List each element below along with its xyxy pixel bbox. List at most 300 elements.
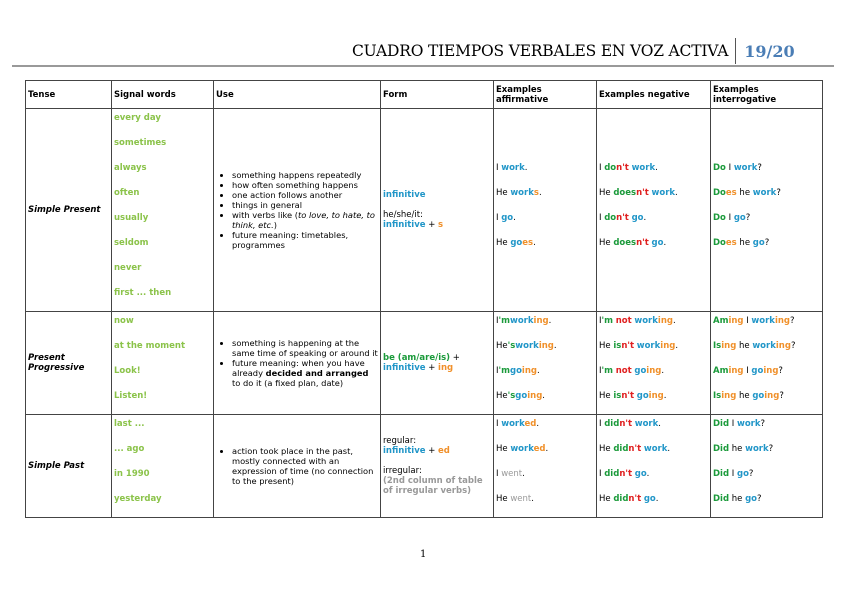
- header-rule: [12, 65, 834, 67]
- verb: work: [634, 316, 658, 326]
- verb: go: [636, 391, 649, 401]
- punctuation: .: [533, 238, 536, 248]
- negation: n't: [636, 188, 649, 198]
- punctuation: .: [524, 163, 528, 173]
- auxiliary: 'm: [498, 316, 510, 326]
- verb: go: [509, 366, 522, 376]
- use-text-bold: decided and arranged: [265, 368, 369, 378]
- punctuation: .: [672, 316, 676, 326]
- verb: go: [643, 494, 656, 504]
- col-header-examples-interrogative: Examples interrogative: [711, 81, 823, 109]
- ending: ed: [533, 444, 546, 454]
- form-infinitive: infinitive: [383, 446, 426, 456]
- ending: ing: [721, 391, 737, 401]
- table-row: [26, 312, 823, 415]
- header-divider: [735, 38, 736, 64]
- negation: n't: [621, 341, 635, 351]
- use-item: • something is happening at the same time of speaking or around it: [232, 338, 378, 358]
- punctuation: .: [548, 316, 552, 326]
- ending: ing: [538, 341, 554, 351]
- page-number: 1: [420, 549, 427, 560]
- form-line: irregular:: [383, 466, 422, 476]
- example-sentence: [599, 185, 708, 210]
- verb: go: [733, 213, 746, 223]
- punctuation: .: [658, 419, 661, 429]
- punctuation: ?: [768, 444, 774, 454]
- example-sentence: [599, 491, 708, 516]
- verb: work: [651, 188, 676, 198]
- ending: ing: [648, 391, 664, 401]
- form-cell: [381, 109, 494, 312]
- punctuation: ?: [757, 494, 762, 504]
- subject: He: [496, 444, 511, 454]
- auxiliary: Am: [713, 366, 729, 376]
- form-line: [383, 190, 491, 200]
- example-sentence: [713, 185, 820, 210]
- examples-affirmative: [494, 415, 597, 518]
- examples-interrogative: [711, 415, 823, 518]
- use-text: with verbs like (: [232, 210, 298, 220]
- verb: go: [745, 494, 758, 504]
- verb: go: [651, 238, 664, 248]
- auxiliary: Did: [713, 419, 730, 429]
- form-line: regular:: [383, 436, 417, 446]
- example-sentence: [713, 210, 820, 235]
- punctuation: ?: [776, 188, 781, 198]
- negation: not: [615, 366, 632, 376]
- punctuation: .: [661, 366, 665, 376]
- use-item: [232, 210, 378, 230]
- example-sentence: [496, 235, 594, 260]
- punctuation: ?: [745, 213, 751, 223]
- negation: n't: [636, 238, 649, 248]
- form-be: be (am/are/is): [383, 353, 451, 363]
- form-cell: [381, 415, 494, 518]
- verb: go: [751, 366, 764, 376]
- punctuation: ?: [760, 419, 766, 429]
- auxiliary: do: [604, 163, 617, 173]
- punctuation: .: [643, 213, 647, 223]
- subject: I: [599, 163, 605, 173]
- verb: work: [509, 316, 534, 326]
- table-row: [26, 109, 823, 312]
- col-header-form: Form: [381, 81, 494, 109]
- punctuation: .: [675, 188, 678, 198]
- auxiliary: did: [604, 419, 620, 429]
- example-sentence: [599, 160, 708, 185]
- form-plus: +: [450, 353, 460, 363]
- use-list: [216, 446, 378, 486]
- example-sentence: [713, 338, 820, 363]
- auxiliary: does: [613, 238, 637, 248]
- signal-word: never: [114, 263, 142, 273]
- punctuation: .: [646, 469, 650, 479]
- use-list: [216, 170, 378, 250]
- signal-word: at the moment: [114, 341, 186, 351]
- subject: I: [729, 469, 737, 479]
- use-cell: [214, 312, 381, 415]
- auxiliary: Do: [713, 238, 726, 248]
- auxiliary: Did: [713, 444, 730, 454]
- subject: He: [599, 188, 614, 198]
- signal-words: [112, 415, 214, 518]
- use-list: [216, 338, 378, 388]
- subject: He: [599, 341, 614, 351]
- verb: go: [634, 366, 647, 376]
- auxiliary: 'm: [498, 366, 510, 376]
- punctuation: ?: [757, 163, 762, 173]
- use-text: ): [273, 220, 277, 230]
- subject: I: [729, 419, 737, 429]
- negation: n't: [628, 494, 642, 504]
- punctuation: .: [663, 391, 667, 401]
- verb: work: [631, 163, 656, 173]
- subject: I: [599, 366, 602, 376]
- example-sentence: [713, 313, 820, 338]
- example-sentence: [713, 388, 820, 413]
- verb: work: [634, 419, 659, 429]
- subject: I: [725, 163, 734, 173]
- punctuation: .: [663, 238, 667, 248]
- verb: work: [510, 444, 534, 454]
- examples-interrogative: [711, 109, 823, 312]
- signal-word: ... ago: [114, 444, 145, 454]
- example-sentence: [713, 235, 820, 260]
- example-sentence: [496, 441, 594, 466]
- col-header-tense: Tense: [26, 81, 112, 109]
- form-ending: s: [438, 220, 444, 230]
- examples-negative: [597, 109, 711, 312]
- ending: es: [725, 188, 737, 198]
- col-header-examples-negative: Examples negative: [597, 81, 711, 109]
- auxiliary: did: [613, 444, 629, 454]
- verb: work: [501, 163, 525, 173]
- subject: He: [496, 494, 511, 504]
- negation: n't: [621, 391, 635, 401]
- punctuation: .: [531, 494, 534, 504]
- signal-words: [112, 312, 214, 415]
- auxiliary: Is: [713, 391, 722, 401]
- form-ending: ed: [438, 446, 450, 456]
- auxiliary: did: [604, 469, 620, 479]
- example-sentence: [599, 338, 708, 363]
- subject: I: [743, 316, 752, 326]
- subject: I: [496, 469, 502, 479]
- verb: work: [643, 444, 668, 454]
- form-infinitive: infinitive: [383, 363, 426, 373]
- tense-name: Simple Past: [26, 415, 112, 518]
- punctuation: .: [675, 341, 679, 351]
- table-row: [26, 415, 823, 518]
- signal-words: [112, 109, 214, 312]
- example-sentence: [599, 235, 708, 260]
- signal-word: always: [114, 163, 147, 173]
- auxiliary: do: [604, 213, 617, 223]
- use-cell: [214, 109, 381, 312]
- punctuation: .: [667, 444, 671, 454]
- ending: ing: [728, 316, 744, 326]
- punctuation: ?: [790, 316, 795, 326]
- use-item: • future meaning: timetables, programmes: [232, 230, 378, 250]
- punctuation: ?: [764, 238, 770, 248]
- ending: ing: [763, 366, 779, 376]
- tense-name: Present Progressive: [26, 312, 112, 415]
- auxiliary: 's: [507, 341, 516, 351]
- auxiliary: Is: [713, 341, 722, 351]
- punctuation: .: [536, 419, 540, 429]
- form-note: (2nd column of table of irregular verbs): [383, 476, 483, 496]
- auxiliary: Am: [713, 316, 729, 326]
- subject: I: [599, 419, 605, 429]
- auxiliary: 's: [507, 391, 516, 401]
- use-text: to do it (a fixed plan, date): [232, 378, 344, 388]
- auxiliary: Do: [713, 213, 726, 223]
- verb: went: [510, 494, 532, 504]
- table-header-row: [26, 81, 823, 109]
- ending: es: [522, 238, 534, 248]
- example-sentence: [713, 363, 820, 388]
- ending: ing: [764, 391, 780, 401]
- ending: ing: [527, 391, 543, 401]
- example-sentence: [599, 388, 708, 413]
- auxiliary: 'm: [601, 366, 613, 376]
- ending: ed: [524, 419, 537, 429]
- verb: work: [733, 163, 758, 173]
- example-sentence: [599, 441, 708, 466]
- use-item: • one action follows another: [232, 190, 378, 200]
- example-sentence: [713, 416, 820, 441]
- signal-word: usually: [114, 213, 149, 223]
- punctuation: .: [545, 444, 549, 454]
- page-label: 19/20: [744, 41, 795, 61]
- example-sentence: [599, 313, 708, 338]
- form-plus: +: [425, 363, 439, 373]
- subject: I: [496, 163, 502, 173]
- punctuation: .: [513, 213, 516, 223]
- use-item: [232, 358, 378, 388]
- col-header-signal-words: Signal words: [112, 81, 214, 109]
- verb: work: [752, 188, 777, 198]
- example-sentence: [496, 313, 594, 338]
- form-plus: +: [425, 446, 439, 456]
- form-cell: [381, 312, 494, 415]
- auxiliary: 'm: [601, 316, 613, 326]
- punctuation: .: [542, 391, 545, 401]
- use-item: • how often something happens: [232, 180, 378, 190]
- ending: ing: [775, 341, 791, 351]
- col-header-use: Use: [214, 81, 381, 109]
- form-infinitive: infinitive: [383, 190, 426, 200]
- use-item: • something happens repeatedly: [232, 170, 378, 180]
- auxiliary: Do: [713, 163, 726, 173]
- subject: He: [599, 238, 614, 248]
- subject: I: [599, 213, 605, 223]
- example-sentence: [496, 466, 594, 491]
- example-sentence: [496, 388, 594, 413]
- form-infinitive: infinitive: [383, 220, 426, 230]
- example-sentence: [496, 363, 594, 388]
- form-line: he/she/it:: [383, 210, 423, 220]
- verb: work: [736, 419, 761, 429]
- use-cell: [214, 415, 381, 518]
- example-sentence: [713, 160, 820, 185]
- punctuation: .: [522, 469, 525, 479]
- form-plus: +: [425, 220, 439, 230]
- signal-word: yesterday: [114, 494, 162, 504]
- auxiliary: Do: [713, 188, 726, 198]
- punctuation: .: [536, 366, 540, 376]
- ending: ing: [646, 366, 662, 376]
- examples-affirmative: [494, 109, 597, 312]
- auxiliary: is: [613, 341, 622, 351]
- verb: go: [515, 391, 528, 401]
- subject: He: [599, 391, 614, 401]
- example-sentence: [713, 491, 820, 516]
- subject: He: [496, 188, 511, 198]
- verb: go: [631, 213, 644, 223]
- example-sentence: [599, 466, 708, 491]
- verb: work: [510, 188, 534, 198]
- subject: I: [743, 366, 752, 376]
- verb: go: [752, 238, 765, 248]
- verb: go: [501, 213, 514, 223]
- signal-word: first ... then: [114, 288, 172, 298]
- signal-word: Look!: [114, 366, 141, 376]
- form-ending: ing: [438, 363, 454, 373]
- verb: go: [510, 238, 523, 248]
- verb: work: [515, 341, 539, 351]
- signal-word: Listen!: [114, 391, 148, 401]
- negation: n't: [619, 419, 633, 429]
- ending: ing: [533, 316, 549, 326]
- form-line: [383, 220, 491, 230]
- example-sentence: [496, 338, 594, 363]
- signal-word: often: [114, 188, 140, 198]
- verb: go: [736, 469, 749, 479]
- subject: He: [496, 238, 511, 248]
- punctuation: ?: [779, 391, 784, 401]
- use-text-italic: to love, to hate, to think, etc.: [232, 210, 375, 230]
- ending: ing: [728, 366, 744, 376]
- auxiliary: Did: [713, 469, 730, 479]
- auxiliary: does: [613, 188, 637, 198]
- ending: ing: [774, 316, 791, 326]
- verb: work: [501, 419, 525, 429]
- verb-tenses-table: [25, 80, 823, 518]
- use-item: • things in general: [232, 200, 378, 210]
- subject: he: [736, 238, 753, 248]
- subject: he: [736, 341, 753, 351]
- subject: He: [496, 391, 508, 401]
- examples-interrogative: [711, 312, 823, 415]
- negation: not: [615, 316, 632, 326]
- verb: work: [745, 444, 769, 454]
- example-sentence: [496, 416, 594, 441]
- auxiliary: Did: [713, 494, 730, 504]
- ending: ing: [657, 316, 673, 326]
- example-sentence: [496, 491, 594, 516]
- signal-word: every day: [114, 113, 161, 123]
- ending: s: [533, 188, 539, 198]
- verb: work: [752, 341, 776, 351]
- example-sentence: [599, 363, 708, 388]
- auxiliary: did: [613, 494, 629, 504]
- example-sentence: [496, 185, 594, 210]
- subject: he: [736, 188, 753, 198]
- tense-name: Simple Present: [26, 109, 112, 312]
- subject: I: [496, 213, 502, 223]
- subject: he: [729, 444, 746, 454]
- punctuation: .: [538, 188, 542, 198]
- signal-word: seldom: [114, 238, 149, 248]
- verb: go: [634, 469, 647, 479]
- subject: He: [599, 494, 614, 504]
- subject: I: [496, 366, 499, 376]
- ending: ing: [521, 366, 537, 376]
- punctuation: .: [655, 494, 659, 504]
- negation: n't: [619, 469, 633, 479]
- example-sentence: [713, 466, 820, 491]
- negation: n't: [616, 213, 629, 223]
- negation: n't: [628, 444, 642, 454]
- subject: He: [496, 341, 508, 351]
- punctuation: ?: [790, 341, 796, 351]
- example-sentence: [496, 160, 594, 185]
- punctuation: .: [553, 341, 557, 351]
- subject: he: [736, 391, 753, 401]
- subject: I: [599, 469, 605, 479]
- use-text: future meaning: when you have already: [232, 358, 365, 378]
- use-item: • action took place in the past, mostly connected with an expression of time (no connection to the present): [232, 446, 378, 486]
- punctuation: ?: [778, 366, 783, 376]
- signal-word: sometimes: [114, 138, 167, 148]
- form-line: [383, 363, 491, 373]
- ending: es: [725, 238, 737, 248]
- signal-word: now: [114, 316, 134, 326]
- verb: go: [752, 391, 765, 401]
- subject: I: [599, 316, 602, 326]
- subject: he: [729, 494, 746, 504]
- col-header-examples-affirmative: Examples affirmative: [494, 81, 597, 109]
- signal-word: in 1990: [114, 469, 150, 479]
- subject: I: [496, 419, 502, 429]
- punctuation: .: [655, 163, 658, 173]
- form-line: [383, 353, 491, 363]
- ending: ing: [660, 341, 676, 351]
- examples-negative: [597, 415, 711, 518]
- ending: ing: [721, 341, 737, 351]
- examples-affirmative: [494, 312, 597, 415]
- punctuation: ?: [748, 469, 754, 479]
- example-sentence: [496, 210, 594, 235]
- examples-negative: [597, 312, 711, 415]
- form-line: [383, 446, 491, 456]
- example-sentence: [713, 441, 820, 466]
- document-header: [352, 38, 795, 64]
- signal-word: last ...: [114, 419, 145, 429]
- example-sentence: [599, 210, 708, 235]
- verb: went: [501, 469, 523, 479]
- verb: work: [751, 316, 775, 326]
- verb: work: [636, 341, 661, 351]
- negation: n't: [616, 163, 629, 173]
- subject: He: [599, 444, 614, 454]
- example-sentence: [599, 416, 708, 441]
- subject: I: [725, 213, 734, 223]
- auxiliary: is: [613, 391, 622, 401]
- document-title: CUADRO TIEMPOS VERBALES EN VOZ ACTIVA: [352, 42, 729, 60]
- subject: I: [496, 316, 499, 326]
